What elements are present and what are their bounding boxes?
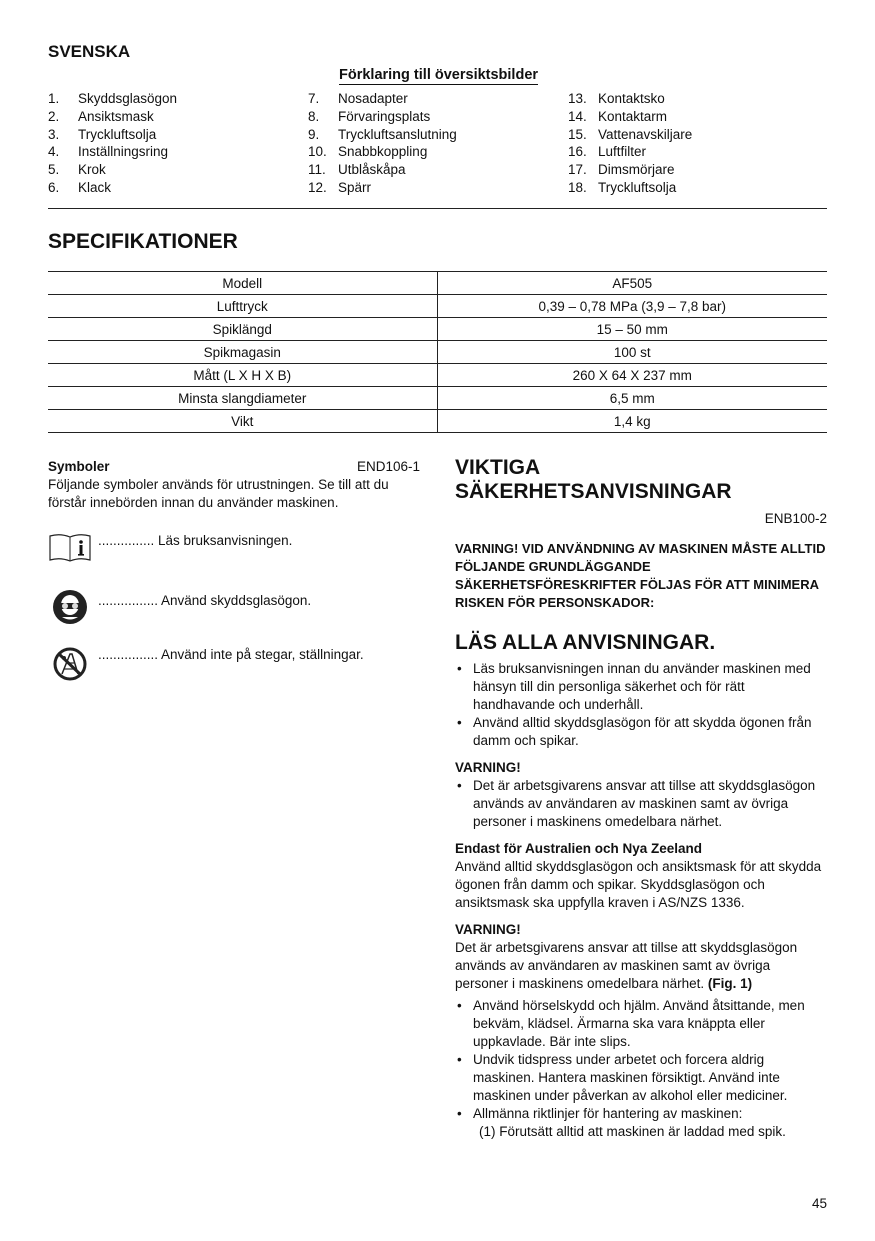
symbols-title: Symboler bbox=[48, 459, 110, 474]
legend-item: 13. Kontaktsko bbox=[568, 91, 665, 106]
table-row: Vikt 1,4 kg bbox=[48, 410, 827, 433]
symbols-code: END106-1 bbox=[356, 459, 420, 474]
symbol-text: ............... Läs bruksanvisningen. bbox=[98, 533, 293, 548]
safety-glasses-icon bbox=[48, 588, 92, 622]
list-item: • Allmänna riktlinjer för hantering av maskinen: bbox=[455, 1105, 827, 1123]
list-item: • Läs bruksanvisningen innan du använder maskinen med hänsyn till din personliga säkerhet och för rätt handhavande och underhåll. bbox=[455, 660, 827, 714]
legend-item: 5. Krok bbox=[48, 162, 106, 178]
legend-column-1 bbox=[48, 90, 177, 197]
legend-item: 8. Förvaringsplats bbox=[308, 108, 431, 124]
bullet-list bbox=[455, 777, 827, 831]
legend-column-2 bbox=[308, 90, 457, 197]
specifications-table bbox=[48, 271, 827, 433]
legend-item: 6. Klack bbox=[48, 179, 112, 195]
legend-item: 4. Inställningsring bbox=[48, 144, 169, 160]
safety-section bbox=[455, 456, 827, 1141]
list-item: • Använd alltid skyddsglasögon för att skydda ögonen från damm och spikar. bbox=[455, 714, 827, 750]
symbol-row bbox=[48, 532, 292, 566]
safety-title-line-2: SÄKERHETSANVISNINGAR bbox=[455, 480, 732, 503]
table-row: Spiklängd 15 – 50 mm bbox=[48, 318, 827, 341]
list-item: • Använd hörselskydd och hjälm. Använd åtsittande, men bekväm, klädsel. Ärmarna ska vara knäppta eller uppkavlade. Bär inte slips. bbox=[455, 997, 827, 1051]
legend-item: 11. Utblåskåpa bbox=[308, 162, 406, 178]
symbol-text: ................ Använd skyddsglasögon. bbox=[98, 593, 312, 608]
legend-item: 15. Vattenavskiljare bbox=[568, 126, 693, 142]
safety-title-line-1: VIKTIGA bbox=[455, 456, 541, 479]
warning-heading: VARNING! bbox=[455, 922, 521, 937]
safety-code: ENB100-2 bbox=[764, 511, 827, 526]
section-divider bbox=[48, 208, 827, 209]
figure-reference: (Fig. 1) bbox=[707, 976, 753, 991]
australia-heading: Endast för Australien och Nya Zeeland bbox=[455, 841, 703, 856]
warning-heading: VARNING! bbox=[455, 760, 521, 775]
legend-item: 18. Tryckluftsolja bbox=[568, 179, 677, 195]
legend-item: 7. Nosadapter bbox=[308, 91, 408, 106]
manual-icon bbox=[48, 532, 92, 566]
list-item: • Det är arbetsgivarens ansvar att tillse att skyddsglasögon används av användaren av maskinen samt av övriga personer i maskinens omedelbara närhet. bbox=[455, 777, 827, 831]
symbols-intro: Följande symboler används för utrustningen. Se till att du förstår innebörden innan du använder maskinen. bbox=[48, 477, 389, 510]
warning-text: Det är arbetsgivarens ansvar att tillse att skyddsglasögon används av användaren av maskinen samt av övriga personer i maskinens omedelbara närhet. (Fig. 1) bbox=[455, 940, 798, 991]
bullet-list bbox=[455, 997, 827, 1123]
symbol-row bbox=[48, 646, 364, 680]
legend-column-3 bbox=[568, 90, 692, 197]
legend-item: 2. Ansiktsmask bbox=[48, 108, 154, 124]
legend-item: 16. Luftfilter bbox=[568, 144, 647, 160]
symbol-text: ................ Använd inte på stegar, ställningar. bbox=[98, 647, 364, 662]
symbols-header bbox=[48, 458, 420, 476]
specifications-title: SPECIFIKATIONER bbox=[48, 230, 238, 253]
legend-item: 14. Kontaktarm bbox=[568, 108, 668, 124]
legend-item: 1. Skyddsglasögon bbox=[48, 91, 178, 106]
legend-item: 3. Tryckluftsolja bbox=[48, 126, 157, 142]
read-all-heading: LÄS ALLA ANVISNINGAR. bbox=[455, 631, 716, 654]
legend-title: Förklaring till översiktsbilder bbox=[339, 67, 539, 83]
numbered-item: (1) Förutsätt alltid att maskinen är laddad med spik. bbox=[479, 1124, 786, 1139]
table-row: Spikmagasin 100 st bbox=[48, 341, 827, 364]
bullet-list bbox=[455, 660, 827, 750]
symbol-row bbox=[48, 588, 311, 622]
table-row: Modell AF505 bbox=[48, 272, 827, 295]
no-ladder-icon bbox=[48, 646, 92, 680]
symbols-section bbox=[48, 458, 420, 662]
table-row: Lufttryck 0,39 – 0,78 MPa (3,9 – 7,8 bar) bbox=[48, 295, 827, 318]
safety-warning: VARNING! VID ANVÄNDNING AV MASKINEN MÅSTE ALLTID FÖLJANDE GRUNDLÄGGANDE SÄKERHETSFÖRESKRIFTER FÖLJAS FÖR ATT MINIMERA RISKEN FÖR PERSONSKADOR: bbox=[455, 541, 826, 610]
legend-item: 17. Dimsmörjare bbox=[568, 162, 675, 178]
list-item: • Undvik tidspress under arbetet och forcera aldrig maskinen. Hantera maskinen försiktigt. Använd inte maskinen under påverkan av alkohol eller mediciner. bbox=[455, 1051, 827, 1105]
table-row: Minsta slangdiameter 6,5 mm bbox=[48, 387, 827, 410]
page-number: 45 bbox=[811, 1196, 827, 1211]
legend-item: 12. Spärr bbox=[308, 179, 372, 195]
language-heading: SVENSKA bbox=[48, 42, 131, 61]
legend-item: 10. Snabbkoppling bbox=[308, 144, 428, 160]
legend-item: 9. Tryckluftsanslutning bbox=[308, 126, 457, 142]
australia-text: Använd alltid skyddsglasögon och ansiktsmask för att skydda ögonen från damm och spikar. Skyddsglasögon och ansiktsmask ska uppfylla kraven i AS/NZS 1336. bbox=[455, 859, 822, 910]
table-row: Mått (L X H X B) 260 X 64 X 237 mm bbox=[48, 364, 827, 387]
